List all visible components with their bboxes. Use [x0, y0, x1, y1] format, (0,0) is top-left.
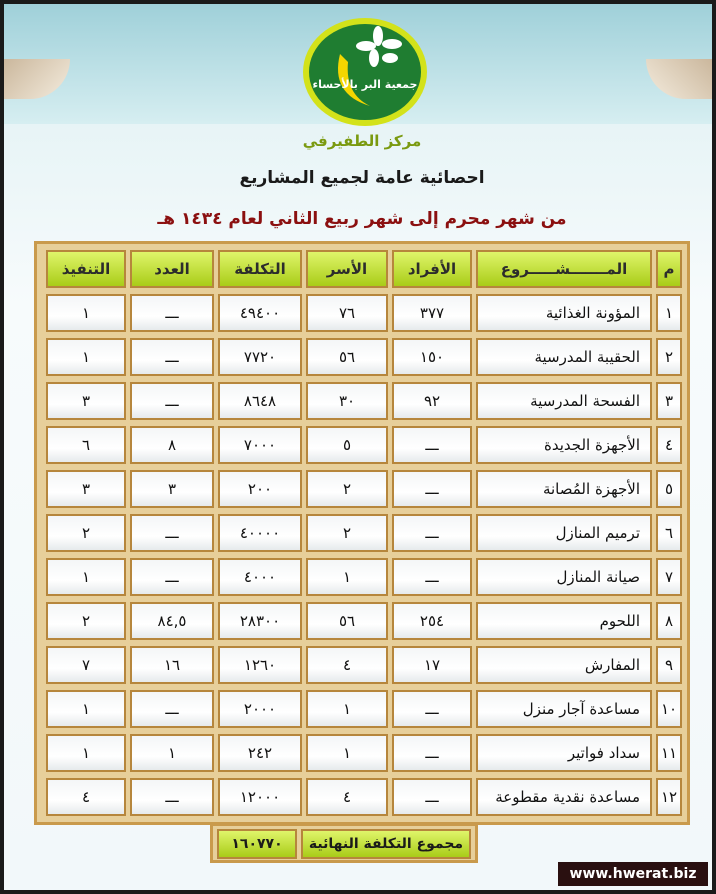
- cell-execution: ٧: [46, 646, 126, 684]
- cell-families: ٤: [306, 778, 388, 816]
- header-families: الأسر: [306, 250, 388, 288]
- cell-count: ـــ: [130, 338, 214, 376]
- cell-cost: ٨٦٤٨: [218, 382, 302, 420]
- total-cost-value: ١٦٠٧٧٠: [217, 829, 297, 859]
- header-execution: التنفيذ: [46, 250, 126, 288]
- cell-families: ١: [306, 734, 388, 772]
- cell-count: ـــ: [130, 514, 214, 552]
- cell-execution: ٤: [46, 778, 126, 816]
- cell-num: ١٢: [656, 778, 682, 816]
- cell-families: ٧٦: [306, 294, 388, 332]
- table-row: [40, 687, 684, 731]
- cell-count: ـــ: [130, 558, 214, 596]
- cell-execution: ٦: [46, 426, 126, 464]
- cell-cost: ٢٤٢: [218, 734, 302, 772]
- cell-individuals: ـــ: [392, 734, 472, 772]
- website-link[interactable]: www.hwerat.biz: [558, 862, 708, 886]
- cell-families: ٥٦: [306, 338, 388, 376]
- cell-num: ٨: [656, 602, 682, 640]
- cell-count: ـــ: [130, 382, 214, 420]
- cell-num: ٤: [656, 426, 682, 464]
- table-row: [40, 775, 684, 819]
- table-row: [40, 731, 684, 775]
- header-individuals: الأفراد: [392, 250, 472, 288]
- cell-execution: ٣: [46, 470, 126, 508]
- table-row: [40, 467, 684, 511]
- total-cost-box: [210, 823, 478, 863]
- cell-project: المفارش: [476, 646, 652, 684]
- header-cost: التكلفة: [218, 250, 302, 288]
- cell-num: ٦: [656, 514, 682, 552]
- center-name: مركز الطفيرفي: [302, 132, 422, 150]
- cell-project: مساعدة آجار منزل: [476, 690, 652, 728]
- cell-num: ٢: [656, 338, 682, 376]
- cell-individuals: ـــ: [392, 470, 472, 508]
- cell-families: ٥: [306, 426, 388, 464]
- table-row: [40, 291, 684, 335]
- cell-execution: ١: [46, 558, 126, 596]
- cell-individuals: ٢٥٤: [392, 602, 472, 640]
- cell-num: ١١: [656, 734, 682, 772]
- cell-project: سداد فواتير: [476, 734, 652, 772]
- cell-execution: ١: [46, 734, 126, 772]
- table-row: [40, 511, 684, 555]
- cell-num: ٧: [656, 558, 682, 596]
- cell-num: ١: [656, 294, 682, 332]
- table-row: [40, 379, 684, 423]
- cell-count: ٨: [130, 426, 214, 464]
- cell-project: الحقيبة المدرسية: [476, 338, 652, 376]
- table-header-row: [40, 247, 684, 291]
- cell-count: ـــ: [130, 778, 214, 816]
- cell-project: مساعدة نقدية مقطوعة: [476, 778, 652, 816]
- cell-project: اللحوم: [476, 602, 652, 640]
- cell-individuals: ـــ: [392, 558, 472, 596]
- cell-project: الأجهزة المُصانة: [476, 470, 652, 508]
- cell-execution: ٢: [46, 602, 126, 640]
- cell-families: ٣٠: [306, 382, 388, 420]
- cell-cost: ٢٨٣٠٠: [218, 602, 302, 640]
- cell-cost: ٢٠٠٠: [218, 690, 302, 728]
- table-row: [40, 423, 684, 467]
- cell-families: ١: [306, 690, 388, 728]
- cell-project: المؤونة الغذائية: [476, 294, 652, 332]
- cell-individuals: ١٧: [392, 646, 472, 684]
- projects-table: [34, 241, 690, 825]
- cell-cost: ٧٠٠٠: [218, 426, 302, 464]
- cell-count: ١: [130, 734, 214, 772]
- cell-project: الأجهزة الجديدة: [476, 426, 652, 464]
- cell-project: الفسحة المدرسية: [476, 382, 652, 420]
- cell-families: ٢: [306, 470, 388, 508]
- cell-individuals: ٩٢: [392, 382, 472, 420]
- cell-count: ٣: [130, 470, 214, 508]
- cell-individuals: ١٥٠: [392, 338, 472, 376]
- cell-count: ١٦: [130, 646, 214, 684]
- cell-individuals: ـــ: [392, 514, 472, 552]
- cell-project: صيانة المنازل: [476, 558, 652, 596]
- cell-families: ١: [306, 558, 388, 596]
- cell-families: ٥٦: [306, 602, 388, 640]
- total-cost-label: مجموع التكلفة النهائية: [301, 829, 471, 859]
- cell-individuals: ـــ: [392, 690, 472, 728]
- logo-text: جمعية البر بالأحساء: [312, 78, 418, 91]
- table-row: [40, 599, 684, 643]
- cell-individuals: ـــ: [392, 778, 472, 816]
- header-num: م: [656, 250, 682, 288]
- cell-cost: ٧٧٢٠: [218, 338, 302, 376]
- cell-cost: ٢٠٠: [218, 470, 302, 508]
- table-row: [40, 643, 684, 687]
- cell-num: ٥: [656, 470, 682, 508]
- cell-cost: ٤٠٠٠: [218, 558, 302, 596]
- cell-cost: ٤٠٠٠٠: [218, 514, 302, 552]
- cell-num: ١٠: [656, 690, 682, 728]
- cell-count: ـــ: [130, 294, 214, 332]
- cell-count: ـــ: [130, 690, 214, 728]
- header-count: العدد: [130, 250, 214, 288]
- cell-cost: ١٢٠٠٠: [218, 778, 302, 816]
- cell-cost: ١٢٦٠: [218, 646, 302, 684]
- header-project: المـــــــشـــــروع: [476, 250, 652, 288]
- page-title: احصائية عامة لجميع المشاريع: [239, 168, 485, 188]
- cell-families: ٢: [306, 514, 388, 552]
- cell-execution: ١: [46, 294, 126, 332]
- cell-count: ٨٤,٥: [130, 602, 214, 640]
- cell-individuals: ـــ: [392, 426, 472, 464]
- cell-individuals: ٣٧٧: [392, 294, 472, 332]
- cell-num: ٩: [656, 646, 682, 684]
- cell-cost: ٤٩٤٠٠: [218, 294, 302, 332]
- cell-execution: ١: [46, 338, 126, 376]
- table-row: [40, 555, 684, 599]
- charity-logo: [300, 14, 430, 134]
- cell-num: ٣: [656, 382, 682, 420]
- cell-execution: ١: [46, 690, 126, 728]
- page-subtitle: من شهر محرم إلى شهر ربيع الثاني لعام ١٤٣٤ هـ: [157, 209, 567, 229]
- table-row: [40, 335, 684, 379]
- cell-project: ترميم المنازل: [476, 514, 652, 552]
- cell-families: ٤: [306, 646, 388, 684]
- cell-execution: ٢: [46, 514, 126, 552]
- cell-execution: ٣: [46, 382, 126, 420]
